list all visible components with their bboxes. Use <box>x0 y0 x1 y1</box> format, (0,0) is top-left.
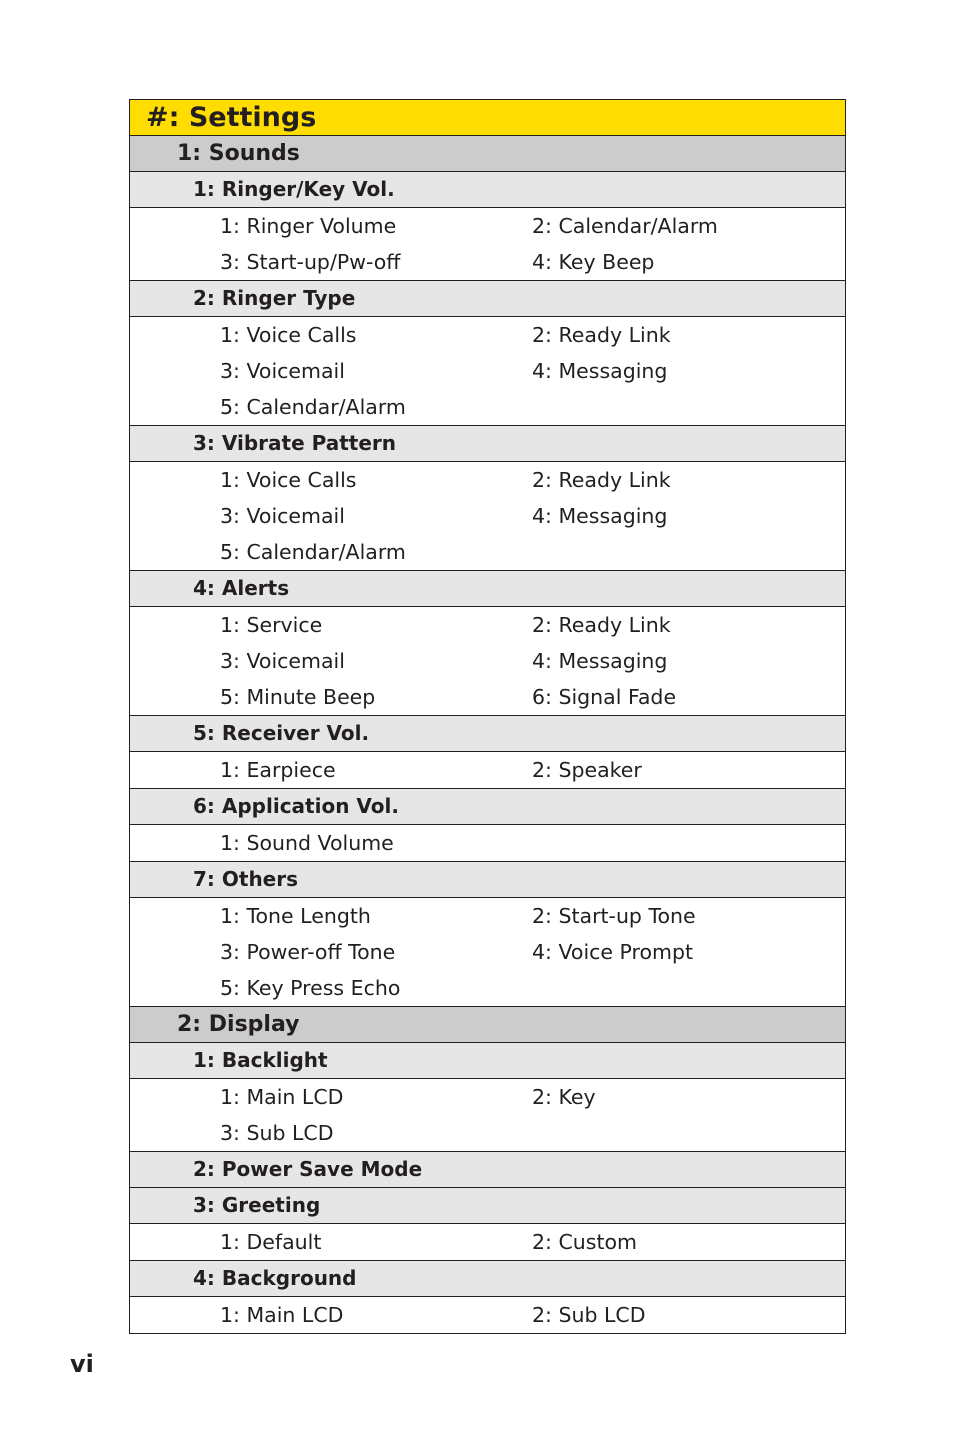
menu-item: 1: Main LCD <box>220 1303 344 1327</box>
menu-item: 1: Voice Calls <box>220 323 357 347</box>
menu-item: 4: Key Beep <box>532 250 655 274</box>
group-header: 1: Ringer/Key Vol. <box>130 172 845 208</box>
menu-item: 1: Voice Calls <box>220 468 357 492</box>
menu-item: 2: Key <box>532 1085 596 1109</box>
menu-item: 6: Signal Fade <box>532 685 677 709</box>
section-header: 1: Sounds <box>130 136 845 172</box>
group-header: 3: Vibrate Pattern <box>130 426 845 462</box>
item-list <box>130 1297 845 1333</box>
menu-item: 4: Voice Prompt <box>532 940 694 964</box>
item-list <box>130 1079 845 1152</box>
menu-item: 5: Key Press Echo <box>220 976 401 1000</box>
menu-rows <box>130 136 845 1333</box>
menu-item: 4: Messaging <box>532 649 668 673</box>
group-header: 1: Backlight <box>130 1043 845 1079</box>
menu-item: 1: Ringer Volume <box>220 214 397 238</box>
item-list <box>130 1224 845 1261</box>
menu-item: 5: Calendar/Alarm <box>220 540 406 564</box>
page-number: vi <box>70 1350 94 1378</box>
item-list <box>130 898 845 1007</box>
item-line <box>130 1297 845 1333</box>
menu-item: 2: Calendar/Alarm <box>532 214 718 238</box>
settings-menu-table <box>129 99 846 1334</box>
item-list <box>130 208 845 281</box>
menu-item: 5: Minute Beep <box>220 685 376 709</box>
item-line <box>130 1079 845 1115</box>
item-line <box>130 389 845 425</box>
group-header: 2: Ringer Type <box>130 281 845 317</box>
menu-item: 4: Messaging <box>532 359 668 383</box>
item-list <box>130 752 845 789</box>
menu-item: 2: Ready Link <box>532 468 671 492</box>
menu-item: 1: Main LCD <box>220 1085 344 1109</box>
item-line <box>130 970 845 1006</box>
menu-item: 3: Start-up/Pw-off <box>220 250 401 274</box>
menu-item: 1: Earpiece <box>220 758 336 782</box>
item-line <box>130 534 845 570</box>
menu-item: 3: Voicemail <box>220 359 345 383</box>
menu-item: 4: Messaging <box>532 504 668 528</box>
settings-title: #: Settings <box>130 100 845 136</box>
item-line <box>130 679 845 715</box>
item-list <box>130 825 845 862</box>
item-line <box>130 244 845 280</box>
item-line <box>130 498 845 534</box>
menu-item: 3: Voicemail <box>220 649 345 673</box>
menu-item: 3: Voicemail <box>220 504 345 528</box>
menu-item: 1: Sound Volume <box>220 831 394 855</box>
group-header: 5: Receiver Vol. <box>130 716 845 752</box>
group-header: 6: Application Vol. <box>130 789 845 825</box>
menu-item: 1: Service <box>220 613 323 637</box>
menu-item: 2: Ready Link <box>532 613 671 637</box>
item-line <box>130 752 845 788</box>
item-line <box>130 934 845 970</box>
menu-item: 5: Calendar/Alarm <box>220 395 406 419</box>
item-line <box>130 825 845 861</box>
menu-item: 3: Power-off Tone <box>220 940 396 964</box>
menu-item: 1: Tone Length <box>220 904 371 928</box>
menu-item: 2: Sub LCD <box>532 1303 646 1327</box>
menu-item: 2: Ready Link <box>532 323 671 347</box>
item-list <box>130 462 845 571</box>
item-line <box>130 208 845 244</box>
item-line <box>130 1224 845 1260</box>
menu-item: 2: Speaker <box>532 758 642 782</box>
group-header: 4: Alerts <box>130 571 845 607</box>
item-line <box>130 898 845 934</box>
item-line <box>130 643 845 679</box>
item-line <box>130 1115 845 1151</box>
group-header: 3: Greeting <box>130 1188 845 1224</box>
item-line <box>130 317 845 353</box>
item-line <box>130 353 845 389</box>
section-header: 2: Display <box>130 1007 845 1043</box>
menu-item: 2: Custom <box>532 1230 638 1254</box>
group-header: 7: Others <box>130 862 845 898</box>
item-line <box>130 462 845 498</box>
menu-item: 3: Sub LCD <box>220 1121 334 1145</box>
group-header: 2: Power Save Mode <box>130 1152 845 1188</box>
menu-item: 2: Start-up Tone <box>532 904 696 928</box>
item-list <box>130 607 845 716</box>
item-line <box>130 607 845 643</box>
item-list <box>130 317 845 426</box>
menu-item: 1: Default <box>220 1230 322 1254</box>
group-header: 4: Background <box>130 1261 845 1297</box>
